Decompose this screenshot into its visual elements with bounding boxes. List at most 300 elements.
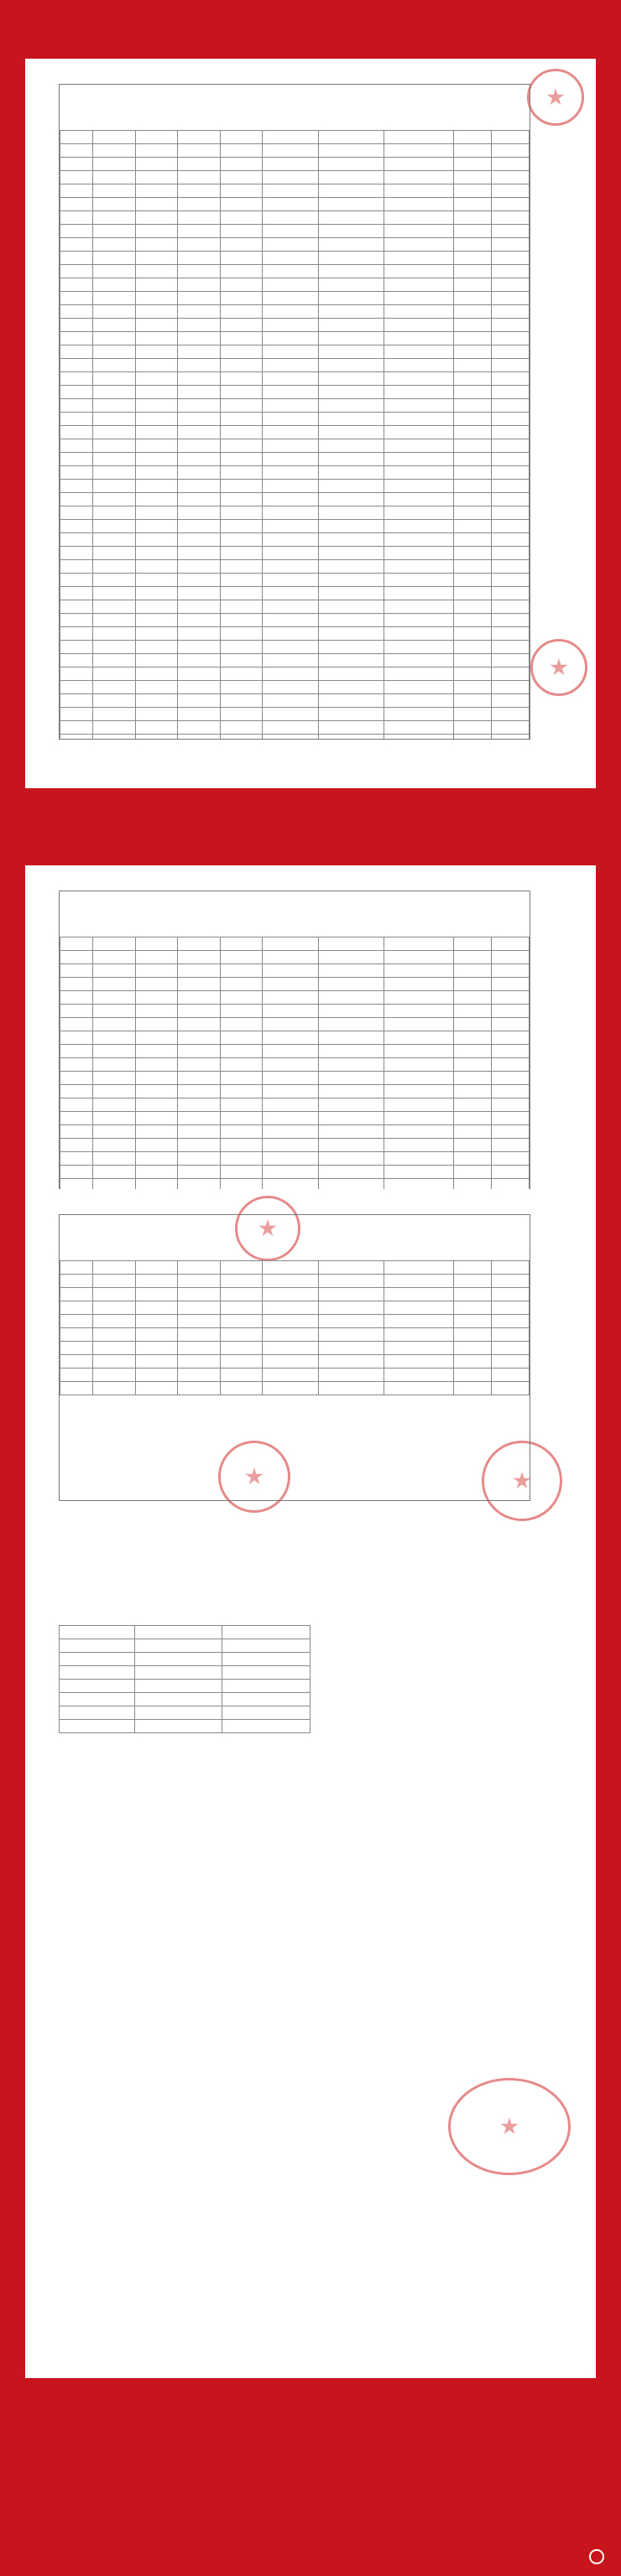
- table-row: [60, 399, 530, 413]
- table-cell: [135, 1058, 177, 1072]
- table-cell: [384, 721, 453, 735]
- table-cell: [262, 708, 318, 721]
- table-cell: [262, 493, 318, 506]
- table-cell: [492, 614, 530, 627]
- table-cell: [60, 413, 93, 426]
- table-cell: [135, 951, 177, 964]
- table-cell: [318, 694, 384, 708]
- table-cell: [60, 1125, 93, 1139]
- table-cell: [178, 1166, 220, 1179]
- table-cell: [262, 184, 318, 198]
- table-cell: [93, 1125, 135, 1139]
- table-cell: [135, 1072, 177, 1085]
- table-cell: [318, 332, 384, 345]
- table-cell: [135, 171, 177, 184]
- table-row: [60, 1005, 530, 1018]
- table-row: [60, 1166, 530, 1179]
- table-cell: [135, 386, 177, 399]
- table-cell: [178, 171, 220, 184]
- table-cell: [60, 292, 93, 305]
- table-cell: [384, 1152, 453, 1166]
- table-cell: [262, 667, 318, 681]
- table-cell: [384, 480, 453, 493]
- table-cell: [93, 1085, 135, 1098]
- table-cell: [318, 520, 384, 533]
- table-cell: [492, 937, 530, 951]
- table-cell: [454, 1275, 492, 1288]
- table-cell: [93, 426, 135, 439]
- table-cell: [318, 1315, 384, 1328]
- table-cell: [178, 1315, 220, 1328]
- table-row: [60, 667, 530, 681]
- table-cell: [262, 252, 318, 265]
- table-cell: [60, 131, 93, 144]
- table-cell: [60, 654, 93, 667]
- table-cell: [93, 1301, 135, 1315]
- table-cell: [220, 265, 262, 278]
- table-cell: [262, 600, 318, 614]
- table-cell: [384, 1125, 453, 1139]
- table-cell: [60, 332, 93, 345]
- table-cell: [492, 345, 530, 359]
- table-cell: [262, 654, 318, 667]
- table-cell: [93, 708, 135, 721]
- table-cell: [384, 332, 453, 345]
- table-cell: [454, 1045, 492, 1058]
- table-cell: [60, 238, 93, 252]
- table-cell: [178, 1045, 220, 1058]
- table-cell: [384, 413, 453, 426]
- table-cell: [384, 951, 453, 964]
- table-cell: [318, 1368, 384, 1382]
- table-cell: [492, 1368, 530, 1382]
- table-cell: [60, 520, 93, 533]
- table-cell: [492, 359, 530, 372]
- table-row: [60, 1368, 530, 1382]
- table-cell: [135, 547, 177, 560]
- table-cell: [318, 1058, 384, 1072]
- table-cell: [492, 600, 530, 614]
- table-cell: [262, 359, 318, 372]
- table-cell: [318, 399, 384, 413]
- table-cell: [220, 1018, 262, 1031]
- table-cell: [60, 1166, 93, 1179]
- table-cell: [93, 654, 135, 667]
- table-cell: [384, 1382, 453, 1395]
- table-cell: [318, 951, 384, 964]
- table-cell: [454, 171, 492, 184]
- table-cell: [384, 1139, 453, 1152]
- table-row: [60, 225, 530, 238]
- table-cell: [454, 1031, 492, 1045]
- table-cell: [135, 225, 177, 238]
- table-cell: [454, 480, 492, 493]
- table-cell: [135, 399, 177, 413]
- table-cell: [220, 238, 262, 252]
- table-cell: [93, 600, 135, 614]
- table-cell: [384, 991, 453, 1005]
- table-cell: [384, 1328, 453, 1342]
- table-cell: [262, 1288, 318, 1301]
- table-cell: [135, 506, 177, 520]
- table-cell: [384, 466, 453, 480]
- table-cell: [384, 641, 453, 654]
- table-cell: [384, 1315, 453, 1328]
- table-cell: [135, 158, 177, 171]
- table-cell: [318, 305, 384, 319]
- table-cell: [178, 413, 220, 426]
- table-cell: [220, 1301, 262, 1315]
- table-cell: [60, 951, 93, 964]
- table-cell: [178, 641, 220, 654]
- table-cell: [135, 131, 177, 144]
- table-cell: [318, 1301, 384, 1315]
- table-cell: [93, 1058, 135, 1072]
- table-row: [60, 211, 530, 225]
- table-cell: [93, 627, 135, 641]
- table-cell: [93, 574, 135, 587]
- table-cell: [454, 158, 492, 171]
- table-cell: [492, 493, 530, 506]
- table-cell: [492, 144, 530, 158]
- table-cell: [262, 1098, 318, 1112]
- table-cell: [135, 493, 177, 506]
- table-cell: [220, 1275, 262, 1288]
- table-cell: [262, 1058, 318, 1072]
- table-cell: [454, 978, 492, 991]
- table-cell: [318, 158, 384, 171]
- table-cell: [262, 305, 318, 319]
- table-cell: [384, 238, 453, 252]
- table-cell: [492, 453, 530, 466]
- table-cell: [318, 319, 384, 332]
- table-cell: [384, 937, 453, 951]
- table-cell: [220, 292, 262, 305]
- table-cell: [454, 466, 492, 480]
- table-cell: [454, 721, 492, 735]
- table-cell: [384, 1045, 453, 1058]
- table-row: [60, 319, 530, 332]
- table-cell: [492, 587, 530, 600]
- table-cell: [492, 991, 530, 1005]
- table-cell: [60, 708, 93, 721]
- table-row: [60, 614, 530, 627]
- table-cell: [135, 265, 177, 278]
- table-cell: [262, 1072, 318, 1085]
- table-cell: [220, 1368, 262, 1382]
- table-cell: [60, 627, 93, 641]
- table-cell: [492, 265, 530, 278]
- table-cell: [178, 506, 220, 520]
- table-cell: [318, 345, 384, 359]
- table-cell: [93, 1018, 135, 1031]
- table-cell: [454, 654, 492, 667]
- table-row: [60, 600, 530, 614]
- table-cell: [93, 292, 135, 305]
- table-row: [60, 1072, 530, 1085]
- table-cell: [178, 439, 220, 453]
- official-stamp-6: [448, 2078, 571, 2175]
- table-cell: [220, 641, 262, 654]
- table-cell: [178, 627, 220, 641]
- table-cell: [492, 641, 530, 654]
- table-cell: [93, 694, 135, 708]
- table-cell: [222, 1706, 310, 1720]
- table-cell: [262, 1085, 318, 1098]
- table-cell: [454, 951, 492, 964]
- table-cell: [93, 978, 135, 991]
- table-cell: [492, 278, 530, 292]
- table-cell: [318, 1152, 384, 1166]
- table-cell: [93, 1045, 135, 1058]
- table-cell: [262, 1166, 318, 1179]
- table-row: [60, 560, 530, 574]
- table-cell: [262, 991, 318, 1005]
- table-row: [60, 1018, 530, 1031]
- table-cell: [454, 1098, 492, 1112]
- table-row: [60, 1045, 530, 1058]
- table-cell: [384, 171, 453, 184]
- table-cell: [318, 641, 384, 654]
- table-cell: [262, 1382, 318, 1395]
- table-cell: [135, 184, 177, 198]
- table-cell: [93, 964, 135, 978]
- table-cell: [134, 1706, 222, 1720]
- table-cell: [384, 1098, 453, 1112]
- table-cell: [318, 991, 384, 1005]
- table-cell: [220, 1005, 262, 1018]
- table-cell: [220, 345, 262, 359]
- table-cell: [384, 144, 453, 158]
- table-cell: [60, 587, 93, 600]
- table-cell: [318, 198, 384, 211]
- table-cell: [178, 1301, 220, 1315]
- table-cell: [135, 238, 177, 252]
- table-cell: [492, 1328, 530, 1342]
- table-row: [60, 265, 530, 278]
- table-cell: [318, 964, 384, 978]
- table-cell: [220, 506, 262, 520]
- table-cell: [492, 506, 530, 520]
- table-cell: [60, 1085, 93, 1098]
- table-cell: [135, 332, 177, 345]
- table-cell: [93, 198, 135, 211]
- table-cell: [93, 1031, 135, 1045]
- table-cell: [135, 1328, 177, 1342]
- table-cell: [454, 144, 492, 158]
- table-cell: [454, 641, 492, 654]
- table-cell: [492, 158, 530, 171]
- table-cell: [220, 1098, 262, 1112]
- table-cell: [318, 533, 384, 547]
- table-cell: [93, 439, 135, 453]
- table-row: [60, 345, 530, 359]
- table-cell: [384, 1301, 453, 1315]
- table-cell: [178, 667, 220, 681]
- table-row: [60, 641, 530, 654]
- table-cell: [60, 1706, 135, 1720]
- table-cell: [492, 654, 530, 667]
- table-cell: [318, 1018, 384, 1031]
- table-row: [60, 506, 530, 520]
- table-cell: [318, 627, 384, 641]
- table-cell: [454, 614, 492, 627]
- table-cell: [318, 1139, 384, 1152]
- table-cell: [178, 681, 220, 694]
- table-cell: [178, 319, 220, 332]
- table-cell: [60, 1112, 93, 1125]
- table-cell: [384, 654, 453, 667]
- table-cell: [222, 1693, 310, 1706]
- table-cell: [492, 305, 530, 319]
- table-cell: [134, 1666, 222, 1680]
- table-cell: [135, 1275, 177, 1288]
- table-cell: [93, 1355, 135, 1368]
- table-cell: [318, 1382, 384, 1395]
- table-cell: [60, 1720, 135, 1733]
- sohu-logo-icon: [589, 2549, 604, 2564]
- table-cell: [135, 1125, 177, 1139]
- table-row: [60, 426, 530, 439]
- table-cell: [60, 453, 93, 466]
- table-cell: [60, 158, 93, 171]
- table-cell: [318, 225, 384, 238]
- table-cell: [178, 1152, 220, 1166]
- price-table-1: [60, 130, 530, 740]
- table-cell: [93, 278, 135, 292]
- table-cell: [318, 574, 384, 587]
- table-cell: [93, 466, 135, 480]
- summary-row: [60, 1720, 310, 1733]
- table-cell: [135, 413, 177, 426]
- table-row: [60, 694, 530, 708]
- table-row: [60, 292, 530, 305]
- table-row: [60, 480, 530, 493]
- table-row: [60, 1355, 530, 1368]
- table-row: [60, 413, 530, 426]
- table-cell: [220, 681, 262, 694]
- table-cell: [318, 614, 384, 627]
- table-cell: [93, 520, 135, 533]
- table-cell: [60, 265, 93, 278]
- table-cell: [220, 1085, 262, 1098]
- table-cell: [220, 184, 262, 198]
- table-cell: [178, 533, 220, 547]
- table-cell: [384, 1005, 453, 1018]
- table-cell: [318, 600, 384, 614]
- table-cell: [220, 1045, 262, 1058]
- table-cell: [220, 991, 262, 1005]
- table-cell: [262, 587, 318, 600]
- table-cell: [318, 292, 384, 305]
- table-row: [60, 372, 530, 386]
- table-cell: [60, 1072, 93, 1085]
- table-cell: [135, 574, 177, 587]
- table-cell: [318, 1098, 384, 1112]
- table-cell: [135, 1368, 177, 1382]
- table-row: [60, 533, 530, 547]
- table-cell: [93, 386, 135, 399]
- table-cell: [60, 1355, 93, 1368]
- table-cell: [60, 466, 93, 480]
- table-cell: [93, 144, 135, 158]
- table-cell: [492, 1382, 530, 1395]
- table-cell: [384, 305, 453, 319]
- table-cell: [135, 305, 177, 319]
- table-cell: [454, 600, 492, 614]
- table-cell: [178, 964, 220, 978]
- table-cell: [93, 1098, 135, 1112]
- table-cell: [93, 238, 135, 252]
- table-cell: [318, 480, 384, 493]
- table-cell: [60, 614, 93, 627]
- summary-row: [60, 1693, 310, 1706]
- table-cell: [135, 587, 177, 600]
- table-cell: [454, 694, 492, 708]
- table-cell: [178, 951, 220, 964]
- table-cell: [178, 359, 220, 372]
- table-row: [60, 964, 530, 978]
- table-cell: [454, 184, 492, 198]
- table-cell: [318, 721, 384, 735]
- table-cell: [178, 198, 220, 211]
- table-cell: [492, 520, 530, 533]
- table-cell: [318, 238, 384, 252]
- table-cell: [262, 735, 318, 740]
- table-cell: [135, 1031, 177, 1045]
- table-cell: [60, 439, 93, 453]
- table-cell: [135, 144, 177, 158]
- table-cell: [454, 708, 492, 721]
- table-cell: [454, 305, 492, 319]
- table-row: [60, 198, 530, 211]
- table-cell: [220, 372, 262, 386]
- table-cell: [134, 1720, 222, 1733]
- table-cell: [178, 1288, 220, 1301]
- table-cell: [60, 1261, 93, 1275]
- table-row: [60, 991, 530, 1005]
- table-cell: [492, 319, 530, 332]
- table-row: [60, 547, 530, 560]
- table-row: [60, 587, 530, 600]
- table-cell: [454, 1382, 492, 1395]
- table-cell: [135, 964, 177, 978]
- table-cell: [60, 278, 93, 292]
- table-cell: [60, 1680, 135, 1693]
- table-cell: [135, 1166, 177, 1179]
- table-cell: [178, 694, 220, 708]
- table-cell: [60, 1368, 93, 1382]
- table-row: [60, 305, 530, 319]
- table-cell: [492, 627, 530, 641]
- table-cell: [454, 292, 492, 305]
- table-cell: [178, 1018, 220, 1031]
- table-cell: [318, 1275, 384, 1288]
- table-cell: [178, 547, 220, 560]
- table-cell: [384, 184, 453, 198]
- table-cell: [454, 533, 492, 547]
- table-cell: [135, 1085, 177, 1098]
- table-cell: [262, 386, 318, 399]
- table-cell: [492, 1275, 530, 1288]
- table-cell: [318, 359, 384, 372]
- table-cell: [93, 252, 135, 265]
- table-cell: [318, 560, 384, 574]
- table-row: [60, 681, 530, 694]
- table-cell: [262, 466, 318, 480]
- table-cell: [492, 1261, 530, 1275]
- table-cell: [318, 211, 384, 225]
